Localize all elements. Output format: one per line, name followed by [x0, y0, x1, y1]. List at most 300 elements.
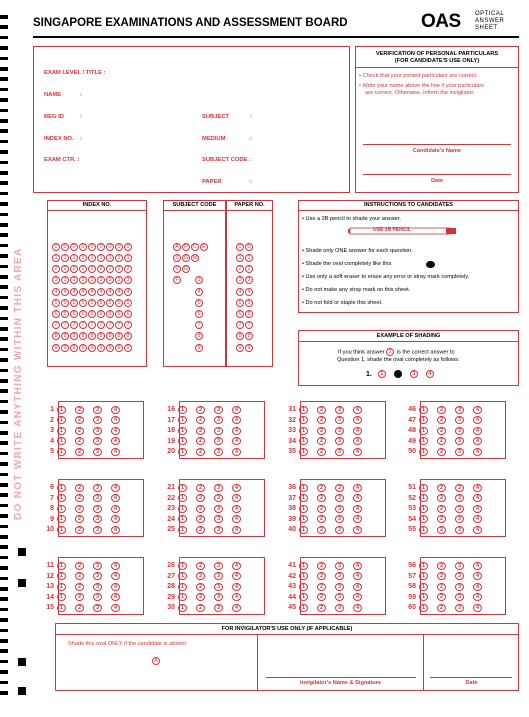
index-oval[interactable]: 7	[61, 321, 69, 329]
answer-oval[interactable]: 4	[232, 526, 241, 534]
index-oval[interactable]: 6	[106, 310, 114, 318]
answer-oval[interactable]: 1	[57, 515, 66, 523]
answer-oval[interactable]: 1	[178, 406, 187, 414]
answer-oval[interactable]: 3	[93, 484, 102, 492]
answer-oval[interactable]: 1	[57, 593, 66, 601]
answer-oval[interactable]: 3	[214, 526, 223, 534]
answer-oval[interactable]: 3	[335, 583, 344, 591]
subject-oval[interactable]: G	[183, 266, 189, 273]
index-oval[interactable]: 4	[52, 288, 60, 296]
answer-oval[interactable]: 4	[473, 505, 482, 513]
index-oval[interactable]: 8	[97, 332, 105, 340]
paper-oval[interactable]: 3	[245, 276, 253, 284]
answer-oval[interactable]: 1	[57, 505, 66, 513]
answer-oval[interactable]: 3	[93, 515, 102, 523]
answer-oval[interactable]: 1	[57, 416, 66, 424]
answer-oval[interactable]: 1	[178, 572, 187, 580]
index-oval[interactable]: 7	[115, 321, 123, 329]
index-oval[interactable]: 6	[70, 310, 78, 318]
answer-oval[interactable]: 3	[335, 484, 344, 492]
answer-oval[interactable]: 4	[353, 593, 362, 601]
answer-oval[interactable]: 1	[419, 562, 428, 570]
subject-oval[interactable]: 7	[195, 321, 203, 329]
answer-oval[interactable]: 3	[455, 593, 464, 601]
answer-oval[interactable]: 1	[299, 593, 308, 601]
index-oval[interactable]: 7	[52, 321, 60, 329]
answer-oval[interactable]: 1	[419, 583, 428, 591]
answer-oval[interactable]: 3	[214, 427, 223, 435]
index-oval[interactable]: 5	[97, 299, 105, 307]
answer-oval[interactable]: 2	[437, 526, 446, 534]
paper-oval[interactable]: 9	[236, 344, 244, 352]
answer-oval[interactable]: 1	[178, 604, 187, 612]
index-oval[interactable]: 9	[70, 344, 78, 352]
index-oval[interactable]: 1	[97, 254, 105, 262]
invigilator-date-line[interactable]	[430, 677, 512, 678]
answer-oval[interactable]: 3	[93, 494, 102, 502]
answer-oval[interactable]: 1	[57, 427, 66, 435]
subject-oval[interactable]: A	[173, 243, 181, 251]
answer-oval[interactable]: 3	[335, 593, 344, 601]
answer-oval[interactable]: 1	[57, 562, 66, 570]
answer-oval[interactable]: 4	[473, 572, 482, 580]
index-oval[interactable]: 2	[115, 265, 123, 273]
index-oval[interactable]: 4	[124, 288, 132, 296]
answer-oval[interactable]: 4	[232, 505, 241, 513]
answer-oval[interactable]: 1	[178, 515, 187, 523]
answer-oval[interactable]: 3	[455, 437, 464, 445]
answer-oval[interactable]: 1	[178, 505, 187, 513]
candidate-name-line[interactable]	[363, 144, 511, 145]
answer-oval[interactable]: 4	[353, 427, 362, 435]
index-oval[interactable]: 8	[115, 332, 123, 340]
subject-oval[interactable]: 3	[195, 276, 203, 284]
index-oval[interactable]: 3	[88, 276, 96, 284]
subject-oval[interactable]: E	[200, 243, 208, 251]
answer-oval[interactable]: 2	[75, 505, 84, 513]
answer-oval[interactable]: 4	[111, 572, 120, 580]
answer-oval[interactable]: 4	[111, 593, 120, 601]
answer-oval[interactable]: 4	[353, 437, 362, 445]
answer-oval[interactable]: 1	[419, 604, 428, 612]
answer-oval[interactable]: 4	[232, 484, 241, 492]
answer-oval[interactable]: 4	[353, 572, 362, 580]
answer-oval[interactable]: 2	[437, 484, 446, 492]
index-oval[interactable]: 8	[52, 332, 60, 340]
answer-oval[interactable]: 1	[299, 583, 308, 591]
index-oval[interactable]: 3	[106, 276, 114, 284]
answer-oval[interactable]: 1	[299, 494, 308, 502]
answer-oval[interactable]: 2	[75, 583, 84, 591]
answer-oval[interactable]: 1	[299, 526, 308, 534]
answer-oval[interactable]: 1	[299, 406, 308, 414]
answer-oval[interactable]: 2	[317, 494, 326, 502]
answer-oval[interactable]: 4	[473, 448, 482, 456]
answer-oval[interactable]: 2	[437, 427, 446, 435]
index-oval[interactable]: 8	[70, 332, 78, 340]
paper-oval[interactable]: 6	[236, 310, 244, 318]
paper-oval[interactable]: 8	[236, 332, 244, 340]
answer-oval[interactable]: 3	[455, 572, 464, 580]
index-oval[interactable]: 1	[61, 254, 69, 262]
answer-oval[interactable]: 2	[75, 562, 84, 570]
answer-oval[interactable]: 3	[455, 583, 464, 591]
answer-oval[interactable]: 3	[214, 583, 223, 591]
answer-oval[interactable]: 3	[93, 593, 102, 601]
index-oval[interactable]: 3	[79, 276, 87, 284]
answer-oval[interactable]: 2	[317, 572, 326, 580]
answer-oval[interactable]: 1	[419, 505, 428, 513]
answer-oval[interactable]: 1	[57, 572, 66, 580]
answer-oval[interactable]: 4	[111, 437, 120, 445]
answer-oval[interactable]: 2	[75, 484, 84, 492]
answer-oval[interactable]: 4	[353, 484, 362, 492]
answer-oval[interactable]: 2	[317, 448, 326, 456]
paper-oval[interactable]: 0	[236, 243, 244, 251]
answer-oval[interactable]: 1	[178, 583, 187, 591]
index-oval[interactable]: 4	[88, 288, 96, 296]
answer-oval[interactable]: 2	[196, 494, 205, 502]
answer-oval[interactable]: 1	[178, 494, 187, 502]
index-oval[interactable]: 0	[70, 243, 78, 251]
answer-oval[interactable]: 4	[111, 583, 120, 591]
answer-oval[interactable]: 4	[232, 416, 241, 424]
index-oval[interactable]: 7	[88, 321, 96, 329]
answer-oval[interactable]: 2	[317, 505, 326, 513]
answer-oval[interactable]: 4	[353, 505, 362, 513]
index-oval[interactable]: 1	[115, 254, 123, 262]
answer-oval[interactable]: 2	[317, 437, 326, 445]
date-line[interactable]	[363, 174, 511, 175]
paper-oval[interactable]: 7	[236, 321, 244, 329]
answer-oval[interactable]: 3	[335, 526, 344, 534]
index-oval[interactable]: 6	[52, 310, 60, 318]
index-oval[interactable]: 8	[88, 332, 96, 340]
answer-oval[interactable]: 1	[178, 562, 187, 570]
index-oval[interactable]: 0	[106, 243, 114, 251]
subject-oval[interactable]: 9	[195, 344, 203, 352]
subject-oval[interactable]: C	[191, 243, 199, 251]
subject-oval[interactable]: 8	[195, 332, 203, 340]
answer-oval[interactable]: 2	[437, 448, 446, 456]
paper-oval[interactable]: 1	[245, 254, 253, 262]
answer-oval[interactable]: 1	[419, 437, 428, 445]
answer-oval[interactable]: 2	[437, 416, 446, 424]
answer-oval[interactable]: 2	[437, 593, 446, 601]
answer-oval[interactable]: 2	[317, 562, 326, 570]
answer-oval[interactable]: 3	[335, 406, 344, 414]
answer-oval[interactable]: 4	[353, 526, 362, 534]
answer-oval[interactable]: 2	[437, 515, 446, 523]
answer-oval[interactable]: 4	[111, 406, 120, 414]
paper-oval[interactable]: 9	[245, 344, 253, 352]
index-oval[interactable]: 2	[124, 265, 132, 273]
answer-oval[interactable]: 2	[75, 526, 84, 534]
answer-oval[interactable]: 2	[437, 562, 446, 570]
answer-oval[interactable]: 2	[437, 572, 446, 580]
answer-oval[interactable]: 4	[232, 406, 241, 414]
index-oval[interactable]: 4	[97, 288, 105, 296]
answer-oval[interactable]: 4	[111, 515, 120, 523]
answer-oval[interactable]: 2	[317, 604, 326, 612]
answer-oval[interactable]: 3	[93, 583, 102, 591]
answer-oval[interactable]: 3	[214, 416, 223, 424]
index-oval[interactable]: 2	[79, 265, 87, 273]
answer-oval[interactable]: 2	[75, 494, 84, 502]
answer-oval[interactable]: 2	[437, 437, 446, 445]
index-oval[interactable]: 1	[88, 254, 96, 262]
answer-oval[interactable]: 3	[93, 427, 102, 435]
answer-oval[interactable]: 4	[232, 583, 241, 591]
answer-oval[interactable]: 3	[455, 448, 464, 456]
index-oval[interactable]: 1	[52, 254, 60, 262]
answer-oval[interactable]: 3	[455, 416, 464, 424]
paper-oval[interactable]: 7	[245, 321, 253, 329]
subject-oval[interactable]: 4	[195, 288, 203, 296]
answer-oval[interactable]: 3	[93, 437, 102, 445]
answer-oval[interactable]: 4	[232, 572, 241, 580]
answer-oval[interactable]: 2	[317, 526, 326, 534]
answer-oval[interactable]: 1	[299, 515, 308, 523]
index-oval[interactable]: 0	[61, 243, 69, 251]
answer-oval[interactable]: 1	[299, 562, 308, 570]
index-oval[interactable]: 0	[115, 243, 123, 251]
answer-oval[interactable]: 1	[419, 494, 428, 502]
index-oval[interactable]: 1	[79, 254, 87, 262]
index-oval[interactable]: 3	[52, 276, 60, 284]
answer-oval[interactable]: 3	[335, 562, 344, 570]
answer-oval[interactable]: 4	[353, 448, 362, 456]
answer-oval[interactable]: 1	[299, 427, 308, 435]
index-oval[interactable]: 4	[79, 288, 87, 296]
answer-oval[interactable]: 4	[111, 416, 120, 424]
index-oval[interactable]: 0	[88, 243, 96, 251]
answer-oval[interactable]: 4	[473, 437, 482, 445]
answer-oval[interactable]: 2	[75, 572, 84, 580]
answer-oval[interactable]: 3	[93, 572, 102, 580]
answer-oval[interactable]: 3	[335, 515, 344, 523]
answer-oval[interactable]: 2	[196, 406, 205, 414]
answer-oval[interactable]: 1	[57, 526, 66, 534]
answer-oval[interactable]: 4	[473, 406, 482, 414]
answer-oval[interactable]: 4	[473, 526, 482, 534]
answer-oval[interactable]: 2	[317, 427, 326, 435]
index-oval[interactable]: 7	[106, 321, 114, 329]
answer-oval[interactable]: 1	[178, 427, 187, 435]
index-oval[interactable]: 5	[106, 299, 114, 307]
subject-oval[interactable]: 5	[195, 299, 203, 307]
index-oval[interactable]: 9	[79, 344, 87, 352]
answer-oval[interactable]: 4	[232, 448, 241, 456]
index-oval[interactable]: 8	[79, 332, 87, 340]
answer-oval[interactable]: 1	[57, 604, 66, 612]
index-oval[interactable]: 5	[88, 299, 96, 307]
answer-oval[interactable]: 2	[196, 562, 205, 570]
answer-oval[interactable]: 4	[111, 484, 120, 492]
index-oval[interactable]: 7	[70, 321, 78, 329]
answer-oval[interactable]: 1	[419, 515, 428, 523]
answer-oval[interactable]: 1	[178, 437, 187, 445]
answer-oval[interactable]: 3	[455, 406, 464, 414]
signature-line[interactable]	[266, 677, 416, 678]
answer-oval[interactable]: 3	[335, 448, 344, 456]
index-oval[interactable]: 7	[124, 321, 132, 329]
answer-oval[interactable]: 1	[178, 448, 187, 456]
answer-oval[interactable]: 2	[75, 515, 84, 523]
index-oval[interactable]: 0	[79, 243, 87, 251]
index-oval[interactable]: 5	[124, 299, 132, 307]
subject-oval[interactable]: 6	[195, 310, 203, 318]
answer-oval[interactable]: 3	[455, 604, 464, 612]
answer-oval[interactable]: 3	[93, 505, 102, 513]
answer-oval[interactable]: 4	[473, 593, 482, 601]
answer-oval[interactable]: 3	[214, 562, 223, 570]
answer-oval[interactable]: 3	[93, 448, 102, 456]
answer-oval[interactable]: 4	[473, 604, 482, 612]
answer-oval[interactable]: 4	[111, 604, 120, 612]
index-oval[interactable]: 7	[79, 321, 87, 329]
answer-oval[interactable]: 3	[455, 505, 464, 513]
answer-oval[interactable]: 2	[75, 416, 84, 424]
answer-oval[interactable]: 2	[196, 583, 205, 591]
answer-oval[interactable]: 4	[353, 515, 362, 523]
answer-oval[interactable]: 4	[111, 448, 120, 456]
answer-oval[interactable]: 3	[455, 515, 464, 523]
paper-oval[interactable]: 8	[245, 332, 253, 340]
answer-oval[interactable]: 1	[57, 484, 66, 492]
answer-oval[interactable]: 4	[232, 437, 241, 445]
index-oval[interactable]: 6	[97, 310, 105, 318]
answer-oval[interactable]: 1	[57, 437, 66, 445]
answer-oval[interactable]: 1	[178, 593, 187, 601]
answer-oval[interactable]: 4	[232, 427, 241, 435]
answer-oval[interactable]: 1	[57, 448, 66, 456]
answer-oval[interactable]: 4	[232, 562, 241, 570]
answer-oval[interactable]: 4	[473, 562, 482, 570]
answer-oval[interactable]: 4	[473, 416, 482, 424]
answer-oval[interactable]: 2	[75, 427, 84, 435]
answer-oval[interactable]: 1	[299, 416, 308, 424]
index-oval[interactable]: 2	[61, 265, 69, 273]
answer-oval[interactable]: 4	[232, 515, 241, 523]
index-oval[interactable]: 0	[124, 243, 132, 251]
answer-oval[interactable]: 4	[353, 604, 362, 612]
answer-oval[interactable]: 1	[178, 526, 187, 534]
answer-oval[interactable]: 1	[57, 583, 66, 591]
index-oval[interactable]: 6	[115, 310, 123, 318]
index-oval[interactable]: 9	[88, 344, 96, 352]
answer-oval[interactable]: 4	[232, 494, 241, 502]
index-oval[interactable]: 6	[61, 310, 69, 318]
index-oval[interactable]: 6	[88, 310, 96, 318]
index-oval[interactable]: 6	[79, 310, 87, 318]
answer-oval[interactable]: 2	[196, 427, 205, 435]
answer-oval[interactable]: 2	[317, 406, 326, 414]
index-oval[interactable]: 3	[97, 276, 105, 284]
answer-oval[interactable]: 2	[196, 416, 205, 424]
answer-oval[interactable]: 2	[437, 494, 446, 502]
subject-oval[interactable]: P	[182, 243, 190, 251]
answer-oval[interactable]: 2	[317, 484, 326, 492]
index-oval[interactable]: 4	[106, 288, 114, 296]
answer-oval[interactable]: 4	[353, 416, 362, 424]
answer-oval[interactable]: 3	[214, 406, 223, 414]
answer-oval[interactable]: 3	[214, 484, 223, 492]
answer-oval[interactable]: 1	[419, 427, 428, 435]
answer-oval[interactable]: 3	[455, 562, 464, 570]
answer-oval[interactable]: 1	[299, 437, 308, 445]
answer-oval[interactable]: 3	[214, 494, 223, 502]
answer-oval[interactable]: 2	[317, 583, 326, 591]
answer-oval[interactable]: 1	[178, 484, 187, 492]
answer-oval[interactable]: 2	[437, 583, 446, 591]
answer-oval[interactable]: 3	[93, 604, 102, 612]
answer-oval[interactable]: 3	[335, 572, 344, 580]
index-oval[interactable]: 9	[124, 344, 132, 352]
index-oval[interactable]: 1	[70, 254, 78, 262]
paper-oval[interactable]: 3	[236, 276, 244, 284]
index-oval[interactable]: 3	[124, 276, 132, 284]
answer-oval[interactable]: 3	[214, 448, 223, 456]
paper-oval[interactable]: 1	[236, 254, 244, 262]
answer-oval[interactable]: 3	[93, 406, 102, 414]
answer-oval[interactable]: 4	[473, 583, 482, 591]
answer-oval[interactable]: 4	[353, 583, 362, 591]
index-oval[interactable]: 5	[79, 299, 87, 307]
answer-oval[interactable]: 1	[178, 416, 187, 424]
answer-oval[interactable]: 3	[93, 526, 102, 534]
answer-oval[interactable]: 2	[196, 437, 205, 445]
answer-oval[interactable]: 2	[317, 416, 326, 424]
answer-oval[interactable]: 1	[57, 406, 66, 414]
answer-oval[interactable]: 3	[335, 437, 344, 445]
answer-oval[interactable]: 3	[455, 526, 464, 534]
answer-oval[interactable]: 4	[111, 494, 120, 502]
subject-oval[interactable]: 0	[173, 265, 181, 273]
index-oval[interactable]: 0	[97, 243, 105, 251]
index-oval[interactable]: 9	[52, 344, 60, 352]
answer-oval[interactable]: 2	[437, 505, 446, 513]
answer-oval[interactable]: 3	[214, 505, 223, 513]
answer-oval[interactable]: 1	[419, 416, 428, 424]
answer-oval[interactable]: 4	[353, 562, 362, 570]
index-oval[interactable]: 2	[106, 265, 114, 273]
answer-oval[interactable]: 3	[214, 437, 223, 445]
subject-oval[interactable]: F	[173, 276, 181, 284]
subject-oval[interactable]: M	[192, 254, 198, 261]
answer-oval[interactable]: 2	[196, 572, 205, 580]
paper-oval[interactable]: 6	[245, 310, 253, 318]
index-oval[interactable]: 2	[97, 265, 105, 273]
index-oval[interactable]: 5	[61, 299, 69, 307]
index-oval[interactable]: 8	[124, 332, 132, 340]
answer-oval[interactable]: 4	[473, 494, 482, 502]
index-oval[interactable]: 9	[115, 344, 123, 352]
answer-oval[interactable]: 2	[75, 593, 84, 601]
answer-oval[interactable]: 2	[75, 406, 84, 414]
answer-oval[interactable]: 2	[196, 593, 205, 601]
answer-oval[interactable]: 3	[214, 604, 223, 612]
answer-oval[interactable]: 1	[419, 484, 428, 492]
index-oval[interactable]: 7	[97, 321, 105, 329]
answer-oval[interactable]: 1	[299, 448, 308, 456]
answer-oval[interactable]: 4	[111, 526, 120, 534]
answer-oval[interactable]: 4	[111, 505, 120, 513]
paper-oval[interactable]: 0	[245, 243, 253, 251]
answer-oval[interactable]: 2	[317, 515, 326, 523]
answer-oval[interactable]: 2	[196, 505, 205, 513]
answer-oval[interactable]: 2	[196, 448, 205, 456]
